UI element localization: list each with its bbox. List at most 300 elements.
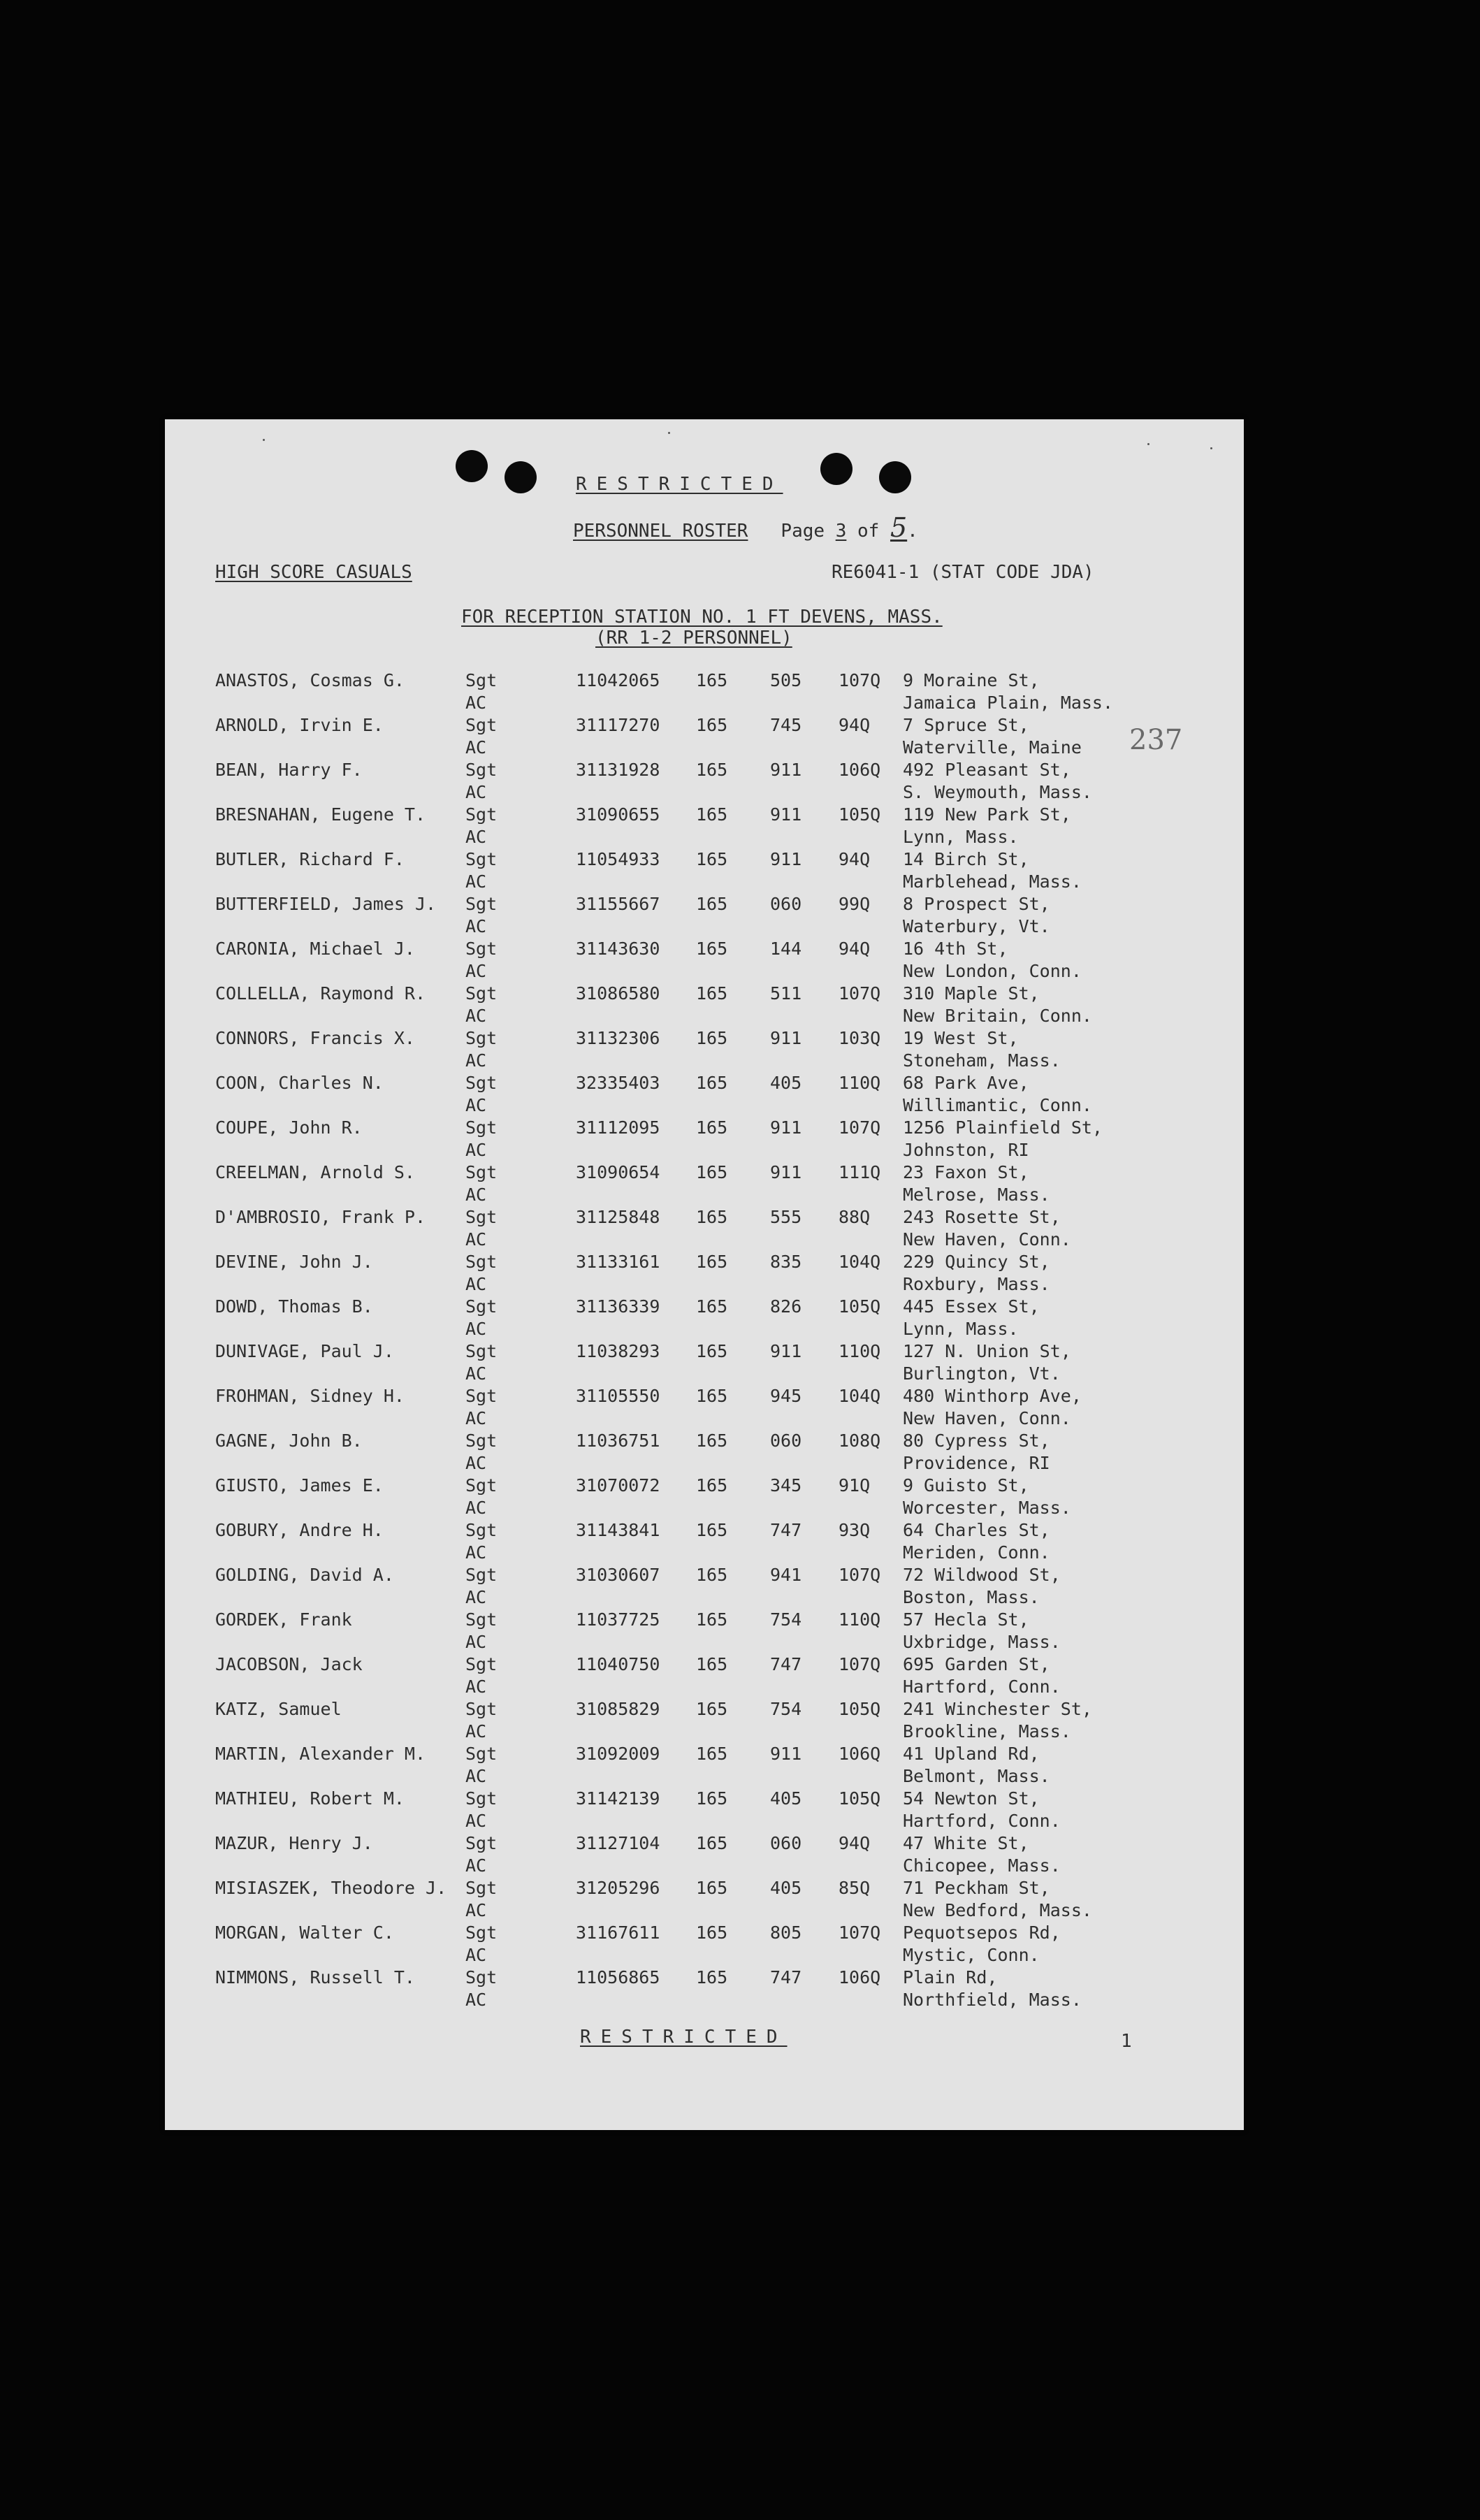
address-line-2: Worcester, Mass. <box>903 1498 1071 1518</box>
address-line-1: 492 Pleasant St, <box>903 760 1071 780</box>
table-row <box>215 1430 1228 1475</box>
serial-number: 31070072 <box>576 1475 660 1496</box>
person-name: NIMMONS, Russell T. <box>215 1967 415 1987</box>
code-2: 405 <box>770 1788 802 1809</box>
table-row <box>215 1564 1228 1609</box>
table-row <box>215 1743 1228 1788</box>
punch-hole <box>820 453 853 485</box>
code-3: 110Q <box>839 1073 881 1093</box>
code-1: 165 <box>696 1520 728 1540</box>
code-3: 110Q <box>839 1341 881 1361</box>
address-line-2: Stoneham, Mass. <box>903 1050 1061 1071</box>
code-1: 165 <box>696 1788 728 1809</box>
punch-hole <box>505 461 537 493</box>
person-name: DOWD, Thomas B. <box>215 1296 373 1317</box>
address-line-1: 9 Moraine St, <box>903 670 1040 690</box>
paper-speck <box>1210 447 1212 449</box>
serial-number: 31142139 <box>576 1788 660 1809</box>
table-row <box>215 669 1228 714</box>
serial-number: 31086580 <box>576 983 660 1004</box>
serial-number: 32335403 <box>576 1073 660 1093</box>
address-line-1: 71 Peckham St, <box>903 1878 1050 1898</box>
rank: Sgt <box>465 1878 498 1898</box>
serial-number: 31155667 <box>576 894 660 914</box>
code-1: 165 <box>696 1922 728 1943</box>
code-2: 911 <box>770 849 802 869</box>
code-3: 94Q <box>839 1833 871 1853</box>
code-3: 106Q <box>839 1967 881 1987</box>
code-3: 99Q <box>839 894 871 914</box>
address-line-1: 19 West St, <box>903 1028 1019 1048</box>
serial-number: 31167611 <box>576 1922 660 1943</box>
table-row <box>215 1475 1228 1519</box>
table-row <box>215 1788 1228 1832</box>
code-3: 108Q <box>839 1431 881 1451</box>
code-1: 165 <box>696 1162 728 1182</box>
serial-number: 31112095 <box>576 1117 660 1138</box>
code-3: 105Q <box>839 1699 881 1719</box>
rank: Sgt <box>465 983 498 1004</box>
code-3: 107Q <box>839 1922 881 1943</box>
address-line-1: 695 Garden St, <box>903 1654 1050 1674</box>
serial-number: 11040750 <box>576 1654 660 1674</box>
serial-number: 11042065 <box>576 670 660 690</box>
serial-number: 31085829 <box>576 1699 660 1719</box>
code-1: 165 <box>696 1296 728 1317</box>
rank: Sgt <box>465 1699 498 1719</box>
branch: AC <box>465 1274 487 1294</box>
address-line-2: New Bedford, Mass. <box>903 1900 1092 1920</box>
table-row <box>215 1161 1228 1206</box>
address-line-1: 23 Faxon St, <box>903 1162 1029 1182</box>
person-name: BUTLER, Richard F. <box>215 849 405 869</box>
serial-number: 31125848 <box>576 1207 660 1227</box>
person-name: ARNOLD, Irvin E. <box>215 715 384 735</box>
code-2: 911 <box>770 1028 802 1048</box>
person-name: BUTTERFIELD, James J. <box>215 894 437 914</box>
address-line-1: 480 Winthorp Ave, <box>903 1386 1082 1406</box>
code-1: 165 <box>696 1475 728 1496</box>
rank: Sgt <box>465 715 498 735</box>
code-1: 165 <box>696 1967 728 1987</box>
table-row <box>215 1206 1228 1251</box>
branch: AC <box>465 1900 487 1920</box>
table-row <box>215 759 1228 804</box>
code-2: 511 <box>770 983 802 1004</box>
rank: Sgt <box>465 894 498 914</box>
code-1: 165 <box>696 670 728 690</box>
address-line-1: 8 Prospect St, <box>903 894 1050 914</box>
table-row <box>215 1296 1228 1340</box>
address-line-2: Lynn, Mass. <box>903 1319 1019 1339</box>
code-3: 104Q <box>839 1252 881 1272</box>
stat-code: RE6041-1 (STAT CODE JDA) <box>832 562 1094 583</box>
address-line-2: Belmont, Mass. <box>903 1766 1050 1786</box>
address-line-1: Plain Rd, <box>903 1967 998 1987</box>
person-name: KATZ, Samuel <box>215 1699 342 1719</box>
code-3: 94Q <box>839 715 871 735</box>
table-row <box>215 1027 1228 1072</box>
code-2: 911 <box>770 760 802 780</box>
address-line-2: Burlington, Vt. <box>903 1363 1061 1384</box>
address-line-2: Uxbridge, Mass. <box>903 1632 1061 1652</box>
person-name: BEAN, Harry F. <box>215 760 363 780</box>
table-row <box>215 714 1228 759</box>
code-3: 105Q <box>839 1296 881 1317</box>
serial-number: 31143630 <box>576 939 660 959</box>
code-2: 747 <box>770 1654 802 1674</box>
address-line-1: Pequotsepos Rd, <box>903 1922 1061 1943</box>
person-name: GOBURY, Andre H. <box>215 1520 384 1540</box>
rank: Sgt <box>465 1609 498 1630</box>
table-row <box>215 1609 1228 1653</box>
person-name: JACOBSON, Jack <box>215 1654 363 1674</box>
table-row <box>215 893 1228 938</box>
address-line-1: 41 Upland Rd, <box>903 1744 1040 1764</box>
serial-number: 31143841 <box>576 1520 660 1540</box>
rank: Sgt <box>465 849 498 869</box>
branch: AC <box>465 1945 487 1965</box>
code-1: 165 <box>696 1699 728 1719</box>
branch: AC <box>465 1632 487 1652</box>
code-2: 144 <box>770 939 802 959</box>
restricted-header: RESTRICTED <box>576 474 783 495</box>
table-row <box>215 1251 1228 1296</box>
rank: Sgt <box>465 1431 498 1451</box>
code-2: 745 <box>770 715 802 735</box>
person-name: MATHIEU, Robert M. <box>215 1788 405 1809</box>
code-1: 165 <box>696 1252 728 1272</box>
code-2: 747 <box>770 1520 802 1540</box>
address-line-2: Willimantic, Conn. <box>903 1095 1092 1115</box>
paper-speck <box>668 432 670 434</box>
subheading: (RR 1-2 PERSONNEL) <box>595 628 792 649</box>
serial-number: 11036751 <box>576 1431 660 1451</box>
code-2: 754 <box>770 1609 802 1630</box>
punch-hole <box>456 450 488 482</box>
branch: AC <box>465 737 487 758</box>
address-line-1: 310 Maple St, <box>903 983 1040 1004</box>
rank: Sgt <box>465 1252 498 1272</box>
branch: AC <box>465 1050 487 1071</box>
rank: Sgt <box>465 1520 498 1540</box>
serial-number: 11056865 <box>576 1967 660 1987</box>
person-name: GORDEK, Frank <box>215 1609 352 1630</box>
branch: AC <box>465 1498 487 1518</box>
code-1: 165 <box>696 1117 728 1138</box>
table-row <box>215 1877 1228 1922</box>
rank: Sgt <box>465 1744 498 1764</box>
table-row <box>215 1385 1228 1430</box>
serial-number: 31090654 <box>576 1162 660 1182</box>
punch-hole <box>879 461 911 493</box>
code-1: 165 <box>696 804 728 825</box>
serial-number: 31127104 <box>576 1833 660 1853</box>
code-2: 505 <box>770 670 802 690</box>
page-label: Page <box>781 521 825 542</box>
branch: AC <box>465 1766 487 1786</box>
rank: Sgt <box>465 760 498 780</box>
rank: Sgt <box>465 1922 498 1943</box>
code-1: 165 <box>696 1609 728 1630</box>
address-line-1: 119 New Park St, <box>903 804 1071 825</box>
person-name: D'AMBROSIO, Frank P. <box>215 1207 426 1227</box>
person-name: DEVINE, John J. <box>215 1252 373 1272</box>
code-3: 103Q <box>839 1028 881 1048</box>
page-total: 5 <box>890 512 908 543</box>
address-line-1: 1256 Plainfield St, <box>903 1117 1103 1138</box>
paper-speck <box>263 439 265 441</box>
address-line-2: Chicopee, Mass. <box>903 1855 1061 1876</box>
code-1: 165 <box>696 1073 728 1093</box>
serial-number: 31030607 <box>576 1565 660 1585</box>
person-name: COUPE, John R. <box>215 1117 363 1138</box>
address-line-2: Providence, RI <box>903 1453 1050 1473</box>
address-line-2: Meriden, Conn. <box>903 1542 1050 1563</box>
branch: AC <box>465 1990 487 2010</box>
person-name: GAGNE, John B. <box>215 1431 363 1451</box>
person-name: COLLELLA, Raymond R. <box>215 983 426 1004</box>
serial-number: 11037725 <box>576 1609 660 1630</box>
serial-number: 31092009 <box>576 1744 660 1764</box>
rank: Sgt <box>465 1788 498 1809</box>
stamped-number: 237 <box>1129 724 1183 756</box>
code-1: 165 <box>696 1878 728 1898</box>
person-name: MARTIN, Alexander M. <box>215 1744 426 1764</box>
serial-number: 31117270 <box>576 715 660 735</box>
code-1: 165 <box>696 1565 728 1585</box>
rank: Sgt <box>465 1341 498 1361</box>
table-row <box>215 1519 1228 1564</box>
code-2: 945 <box>770 1386 802 1406</box>
address-line-1: 229 Quincy St, <box>903 1252 1050 1272</box>
page-of: of <box>857 521 880 542</box>
rank: Sgt <box>465 1028 498 1048</box>
code-2: 805 <box>770 1922 802 1943</box>
code-1: 165 <box>696 1654 728 1674</box>
code-3: 93Q <box>839 1520 871 1540</box>
code-2: 060 <box>770 1431 802 1451</box>
code-1: 165 <box>696 760 728 780</box>
person-name: MISIASZEK, Theodore J. <box>215 1878 447 1898</box>
table-row <box>215 1967 1228 2011</box>
person-name: MAZUR, Henry J. <box>215 1833 373 1853</box>
address-line-2: Hartford, Conn. <box>903 1811 1061 1831</box>
branch: AC <box>465 871 487 892</box>
rank: Sgt <box>465 670 498 690</box>
address-line-1: 54 Newton St, <box>903 1788 1040 1809</box>
branch: AC <box>465 1229 487 1250</box>
address-line-1: 64 Charles St, <box>903 1520 1050 1540</box>
code-3: 106Q <box>839 760 881 780</box>
restricted-footer: RESTRICTED <box>580 2027 788 2048</box>
branch: AC <box>465 1677 487 1697</box>
code-1: 165 <box>696 1431 728 1451</box>
code-3: 105Q <box>839 804 881 825</box>
person-name: CONNORS, Francis X. <box>215 1028 415 1048</box>
table-row <box>215 1922 1228 1967</box>
code-1: 165 <box>696 1833 728 1853</box>
branch: AC <box>465 782 487 802</box>
rank: Sgt <box>465 1386 498 1406</box>
serial-number: 31131928 <box>576 760 660 780</box>
code-1: 165 <box>696 1744 728 1764</box>
person-name: ANASTOS, Cosmas G. <box>215 670 405 690</box>
person-name: FROHMAN, Sidney H. <box>215 1386 405 1406</box>
person-name: COON, Charles N. <box>215 1073 384 1093</box>
code-2: 555 <box>770 1207 802 1227</box>
code-2: 060 <box>770 894 802 914</box>
code-3: 85Q <box>839 1878 871 1898</box>
branch: AC <box>465 1542 487 1563</box>
page-current: 3 <box>835 521 847 542</box>
serial-number: 31090655 <box>576 804 660 825</box>
code-3: 107Q <box>839 1565 881 1585</box>
branch: AC <box>465 1319 487 1339</box>
code-3: 107Q <box>839 1654 881 1674</box>
address-line-2: Waterville, Maine <box>903 737 1082 758</box>
branch: AC <box>465 827 487 847</box>
person-name: CARONIA, Michael J. <box>215 939 415 959</box>
code-2: 941 <box>770 1565 802 1585</box>
branch: AC <box>465 1587 487 1607</box>
serial-number: 31105550 <box>576 1386 660 1406</box>
table-row <box>215 1340 1228 1385</box>
branch: AC <box>465 1811 487 1831</box>
document-page <box>165 419 1244 2130</box>
rank: Sgt <box>465 1073 498 1093</box>
address-line-1: 9 Guisto St, <box>903 1475 1029 1496</box>
code-2: 911 <box>770 1117 802 1138</box>
code-3: 107Q <box>839 983 881 1004</box>
address-line-1: 14 Birch St, <box>903 849 1029 869</box>
branch: AC <box>465 961 487 981</box>
code-3: 107Q <box>839 670 881 690</box>
address-line-1: 57 Hecla St, <box>903 1609 1029 1630</box>
serial-number: 31205296 <box>576 1878 660 1898</box>
branch: AC <box>465 1185 487 1205</box>
address-line-1: 72 Wildwood St, <box>903 1565 1061 1585</box>
code-3: 107Q <box>839 1117 881 1138</box>
code-2: 826 <box>770 1296 802 1317</box>
table-row <box>215 938 1228 983</box>
code-1: 165 <box>696 1386 728 1406</box>
branch: AC <box>465 916 487 936</box>
branch: AC <box>465 1006 487 1026</box>
address-line-1: 445 Essex St, <box>903 1296 1040 1317</box>
branch: AC <box>465 693 487 713</box>
page-number: 1 <box>1121 2031 1132 2052</box>
branch: AC <box>465 1095 487 1115</box>
branch: AC <box>465 1855 487 1876</box>
code-1: 165 <box>696 939 728 959</box>
code-2: 911 <box>770 804 802 825</box>
code-3: 106Q <box>839 1744 881 1764</box>
code-1: 165 <box>696 849 728 869</box>
table-row <box>215 1832 1228 1877</box>
paper-speck <box>1147 443 1149 445</box>
group-title: HIGH SCORE CASUALS <box>215 562 412 583</box>
code-2: 060 <box>770 1833 802 1853</box>
rank: Sgt <box>465 1162 498 1182</box>
branch: AC <box>465 1363 487 1384</box>
address-line-2: Hartford, Conn. <box>903 1677 1061 1697</box>
rank: Sgt <box>465 1296 498 1317</box>
code-3: 104Q <box>839 1386 881 1406</box>
roster-title-line: PERSONNEL ROSTER Page 3 of 5. <box>573 512 918 543</box>
address-line-1: 241 Winchester St, <box>903 1699 1092 1719</box>
address-line-1: 68 Park Ave, <box>903 1073 1029 1093</box>
code-3: 111Q <box>839 1162 881 1182</box>
table-row <box>215 848 1228 893</box>
code-2: 405 <box>770 1878 802 1898</box>
code-1: 165 <box>696 1341 728 1361</box>
destination: FOR RECEPTION STATION NO. 1 FT DEVENS, MASS. <box>461 607 943 628</box>
branch: AC <box>465 1408 487 1428</box>
address-line-1: 127 N. Union St, <box>903 1341 1071 1361</box>
rank: Sgt <box>465 1565 498 1585</box>
serial-number: 11038293 <box>576 1341 660 1361</box>
code-1: 165 <box>696 715 728 735</box>
address-line-2: Lynn, Mass. <box>903 827 1019 847</box>
address-line-2: Melrose, Mass. <box>903 1185 1050 1205</box>
address-line-1: 47 White St, <box>903 1833 1029 1853</box>
table-row <box>215 1698 1228 1743</box>
code-2: 911 <box>770 1744 802 1764</box>
person-name: CREELMAN, Arnold S. <box>215 1162 415 1182</box>
serial-number: 31132306 <box>576 1028 660 1048</box>
branch: AC <box>465 1453 487 1473</box>
rank: Sgt <box>465 804 498 825</box>
code-3: 91Q <box>839 1475 871 1496</box>
code-2: 911 <box>770 1162 802 1182</box>
branch: AC <box>465 1721 487 1741</box>
address-line-2: New Haven, Conn. <box>903 1408 1071 1428</box>
address-line-2: S. Weymouth, Mass. <box>903 782 1092 802</box>
address-line-2: Mystic, Conn. <box>903 1945 1040 1965</box>
address-line-2: New Britain, Conn. <box>903 1006 1092 1026</box>
address-line-2: Jamaica Plain, Mass. <box>903 693 1114 713</box>
address-line-2: Brookline, Mass. <box>903 1721 1071 1741</box>
person-name: BRESNAHAN, Eugene T. <box>215 804 426 825</box>
code-2: 835 <box>770 1252 802 1272</box>
code-2: 754 <box>770 1699 802 1719</box>
code-1: 165 <box>696 894 728 914</box>
code-2: 747 <box>770 1967 802 1987</box>
address-line-2: Roxbury, Mass. <box>903 1274 1050 1294</box>
code-3: 88Q <box>839 1207 871 1227</box>
rank: Sgt <box>465 1117 498 1138</box>
address-line-2: Boston, Mass. <box>903 1587 1040 1607</box>
address-line-2: Marblehead, Mass. <box>903 871 1082 892</box>
address-line-1: 7 Spruce St, <box>903 715 1029 735</box>
serial-number: 31133161 <box>576 1252 660 1272</box>
table-row <box>215 804 1228 848</box>
table-row <box>215 1653 1228 1698</box>
rank: Sgt <box>465 939 498 959</box>
branch: AC <box>465 1140 487 1160</box>
rank: Sgt <box>465 1833 498 1853</box>
rank: Sgt <box>465 1967 498 1987</box>
code-1: 165 <box>696 1207 728 1227</box>
code-3: 105Q <box>839 1788 881 1809</box>
code-3: 110Q <box>839 1609 881 1630</box>
code-3: 94Q <box>839 939 871 959</box>
address-line-1: 16 4th St, <box>903 939 1008 959</box>
rank: Sgt <box>465 1475 498 1496</box>
address-line-1: 80 Cypress St, <box>903 1431 1050 1451</box>
serial-number: 31136339 <box>576 1296 660 1317</box>
